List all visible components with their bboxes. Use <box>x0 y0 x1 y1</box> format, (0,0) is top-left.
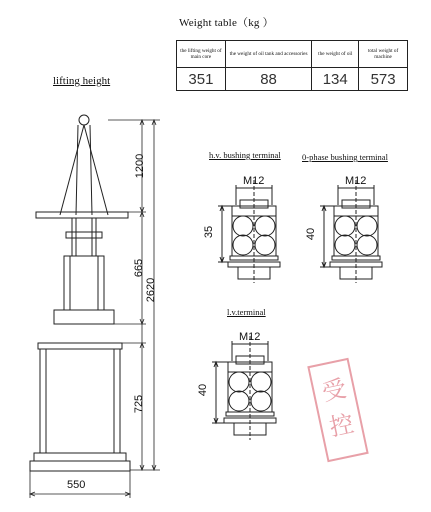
hv-height-label: 35 <box>203 225 216 239</box>
header-total-weight: total weight of machine <box>359 41 408 68</box>
dim-middle-label: 665 <box>133 258 146 278</box>
stamp-text: 受控 <box>319 374 357 442</box>
oil-tank <box>30 343 130 471</box>
value-lifting-weight: 351 <box>177 68 226 91</box>
hv-terminal-drawing <box>218 180 280 283</box>
zero-phase-terminal-drawing <box>320 180 382 283</box>
zero-thread-label: M12 <box>345 175 367 187</box>
lv-thread-label: M12 <box>239 331 261 343</box>
header-oil-weight: the weight of oil <box>312 41 359 68</box>
value-total-weight: 573 <box>359 68 408 91</box>
weight-table-title: Weight table（kg ） <box>179 17 274 29</box>
zero-height-label: 40 <box>305 227 318 241</box>
dim-bottom-label: 725 <box>133 394 146 414</box>
top-cover-plate <box>36 212 128 218</box>
lv-terminal-drawing <box>212 336 276 440</box>
lv-height-label: 40 <box>197 383 210 397</box>
lv-terminal-label: l.v.terminal <box>227 307 266 317</box>
header-lifting-weight: the lifting weight of main core <box>177 41 226 68</box>
lifting-height-label: lifting height <box>53 75 111 87</box>
hv-bushing-label: h.v. bushing terminal <box>209 150 281 160</box>
zero-phase-bushing-label: 0-phase bushing terminal <box>302 152 388 162</box>
hv-thread-label: M12 <box>243 175 265 187</box>
lifting-hook <box>60 115 108 215</box>
core-column <box>54 218 114 324</box>
dim-top-label: 1200 <box>134 153 147 179</box>
value-oil-weight: 134 <box>312 68 359 91</box>
value-tank-weight: 88 <box>225 68 312 91</box>
dim-width-label: 550 <box>67 479 86 491</box>
dim-total-label: 2620 <box>145 277 158 303</box>
header-tank-weight: the weight of oil tank and accessories <box>225 41 312 68</box>
